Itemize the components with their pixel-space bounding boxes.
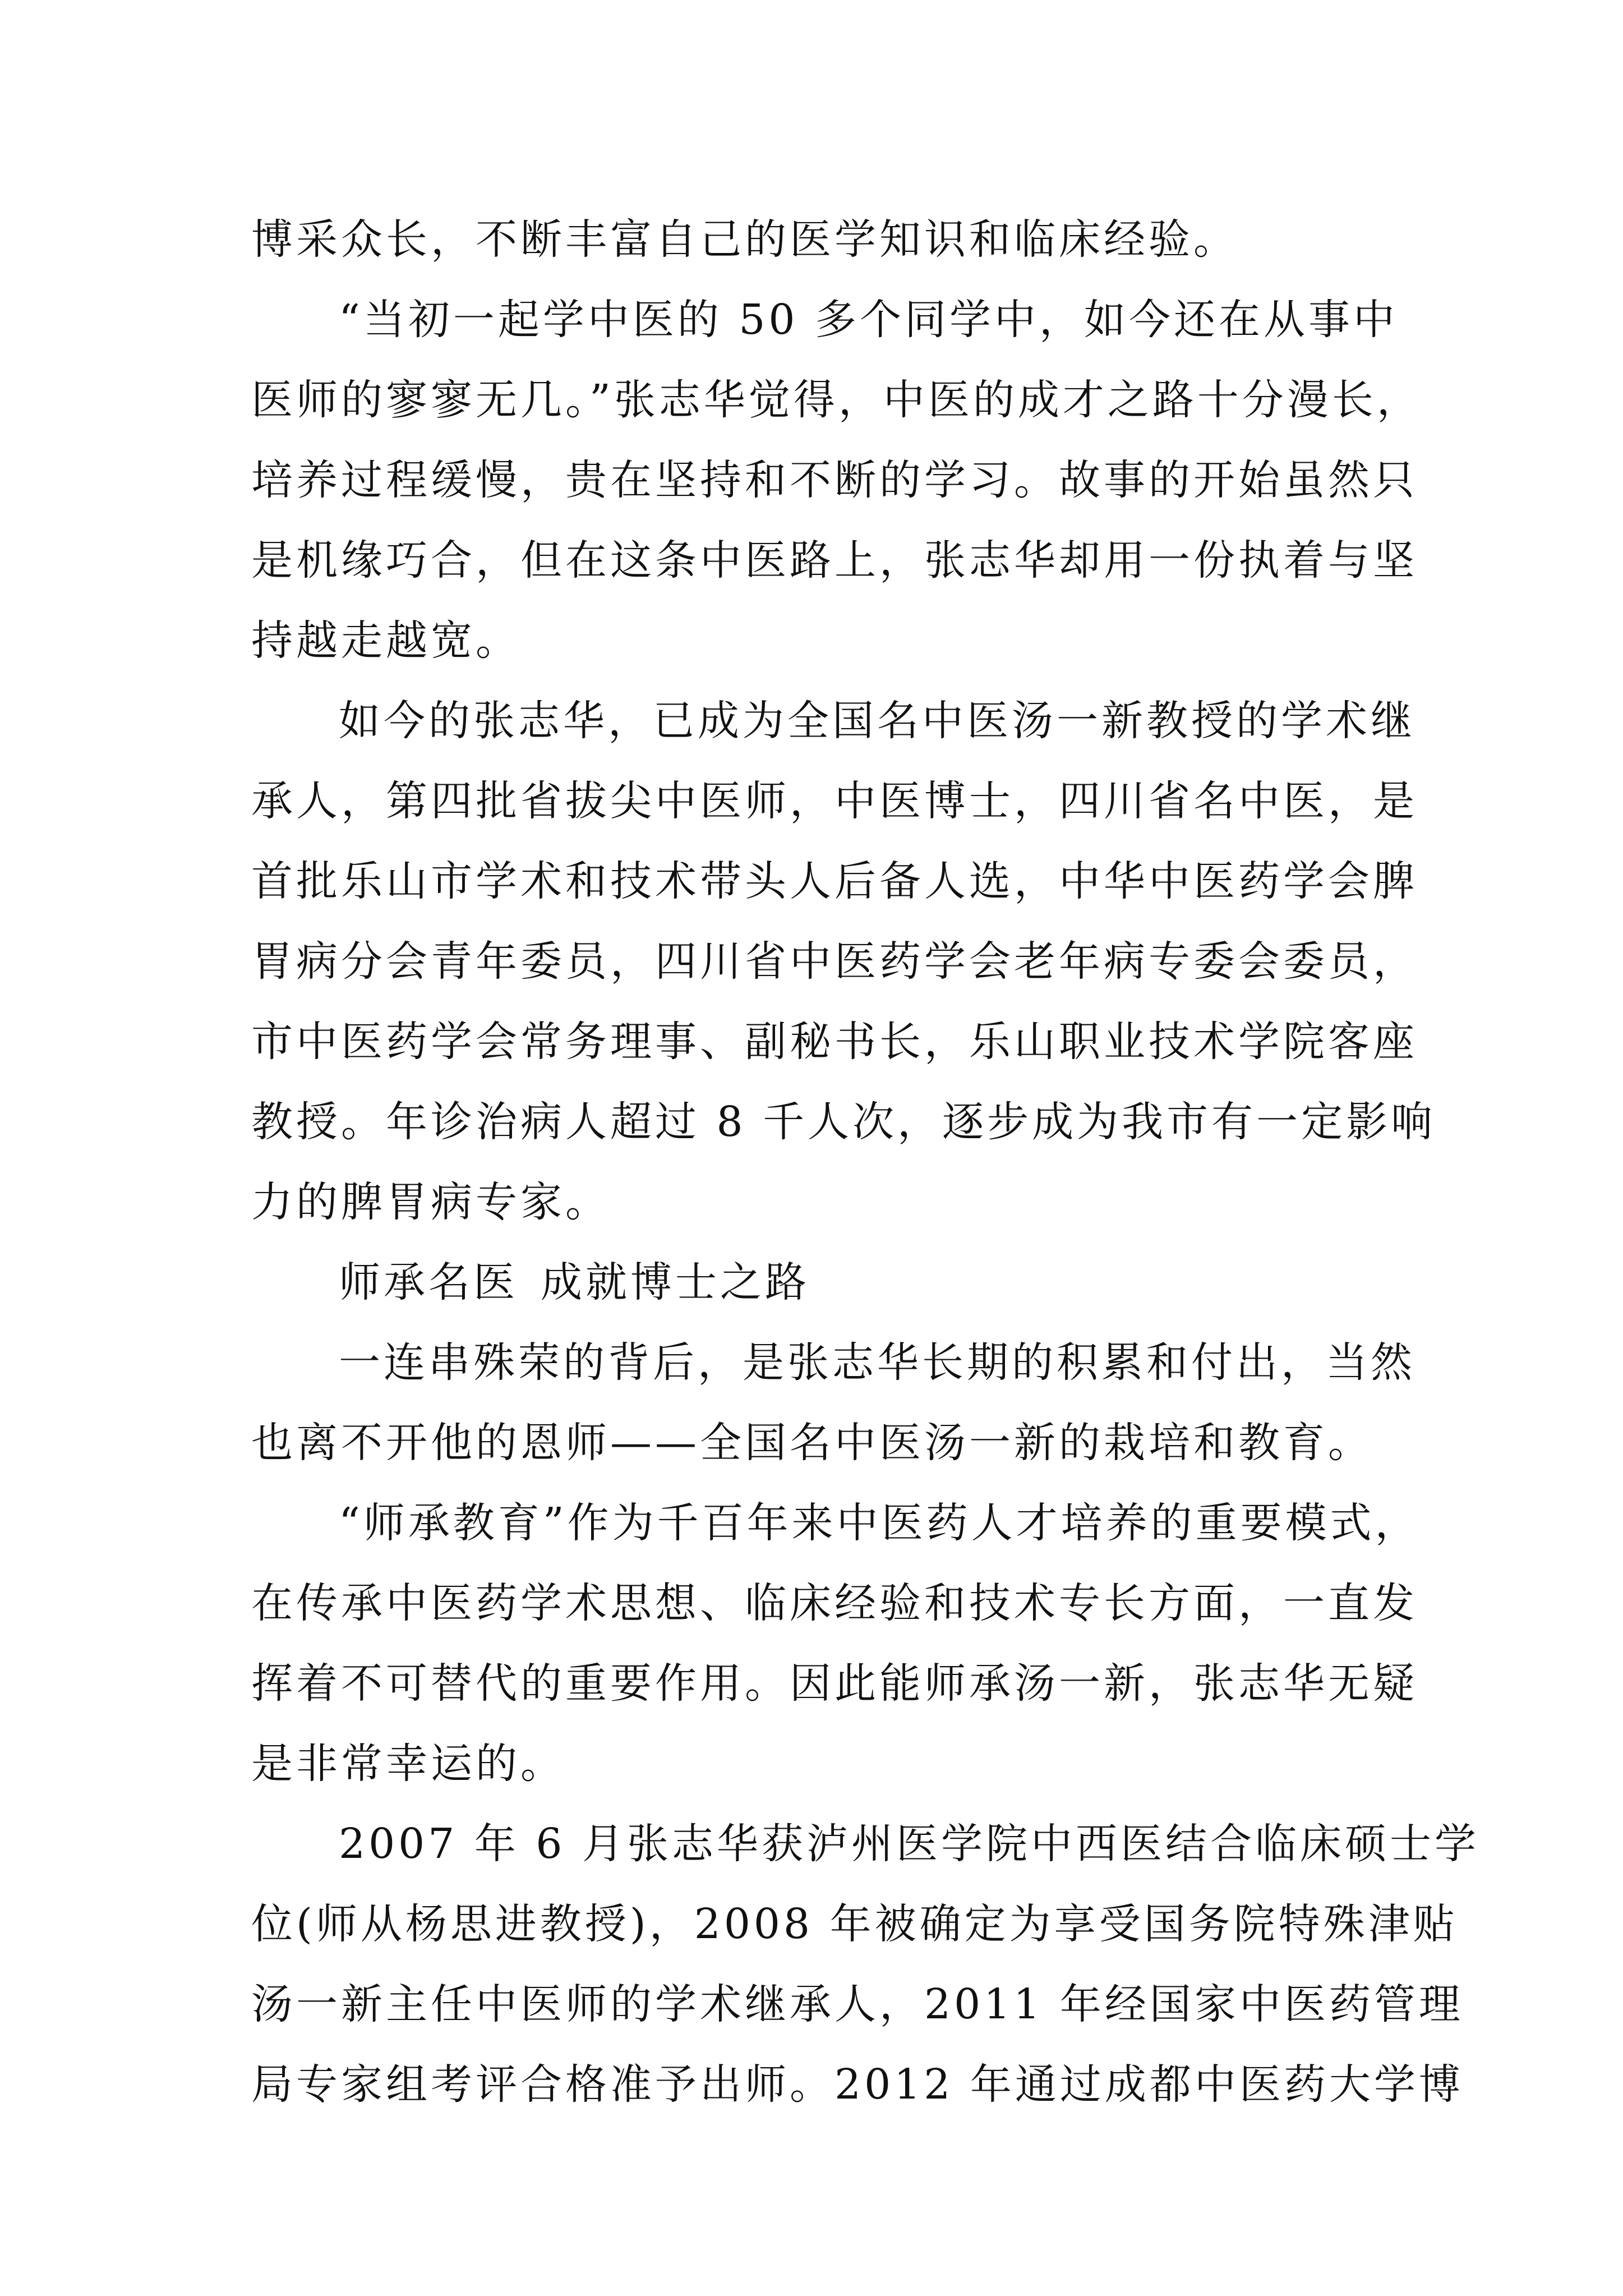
paragraph-line: 医师的寥寥无几。”张志华觉得，中医的成才之路十分漫长， [251,376,1422,424]
paragraph-line: 如今的张志华，已成为全国名中医汤一新教授的学术继 [339,697,1415,745]
paragraph-line: 在传承中医药学术思想、临床经验和技术专长方面，一直发 [251,1579,1418,1627]
paragraph-line: 首批乐山市学术和技术带头人后备人选，中华中医药学会脾 [251,857,1418,905]
paragraph-line: 局专家组考评合格准予出师。2012 年通过成都中医药大学博 [251,2060,1464,2109]
paragraph-line: “师承教育”作为千百年来中医药人才培养的重要模式， [339,1499,1420,1547]
paragraph-line: 汤一新主任中医师的学术继承人，2011 年经国家中医药管理 [251,1980,1464,2028]
paragraph-line: 胃病分会青年委员，四川省中医药学会老年病专委会委员， [251,937,1418,986]
section-heading-part1: 师承名医 [339,1258,518,1306]
paragraph-line: 承人，第四批省拔尖中医师，中医博士，四川省名中医，是 [251,777,1418,825]
paragraph-line: 一连串殊荣的背后，是张志华长期的积累和付出，当然 [339,1338,1415,1387]
paragraph-line: 挥着不可替代的重要作用。因此能师承汤一新，张志华无疑 [251,1659,1418,1708]
paragraph-line: 教授。年诊治病人超过 8 千人次，逐步成为我市有一定影响 [251,1098,1436,1146]
paragraph-line: “当初一起学中医的 50 多个同学中，如今还在从事中 [339,296,1399,344]
paragraph-line: 位(师从杨思进教授)，2008 年被确定为享受国务院特殊津贴 [251,1900,1458,1948]
paragraph-line: 也离不开他的恩师——全国名中医汤一新的栽培和教育。 [251,1419,1373,1467]
paragraph-line: 是非常幸运的。 [251,1740,565,1788]
article-body [251,200,1479,2125]
paragraph-line: 力的脾胃病专家。 [251,1178,610,1226]
paragraph-line: 2007 年 6 月张志华获泸州医学院中西医结合临床硕士学 [339,1820,1479,1868]
paragraph-line: 持越走越宽。 [251,616,520,665]
paragraph-line: 市中医药学会常务理事、副秘书长，乐山职业技术学院客座 [251,1018,1418,1066]
section-heading [251,1243,1390,1323]
paragraph-line: 博采众长，不断丰富自己的医学知识和临床经验。 [251,215,1238,264]
paragraph-line: 培养过程缓慢，贵在坚持和不断的学习。故事的开始虽然只 [251,456,1418,504]
section-heading-part2: 成就博士之路 [541,1258,810,1306]
paragraph-line: 是机缘巧合，但在这条中医路上，张志华却用一份执着与坚 [251,536,1418,585]
